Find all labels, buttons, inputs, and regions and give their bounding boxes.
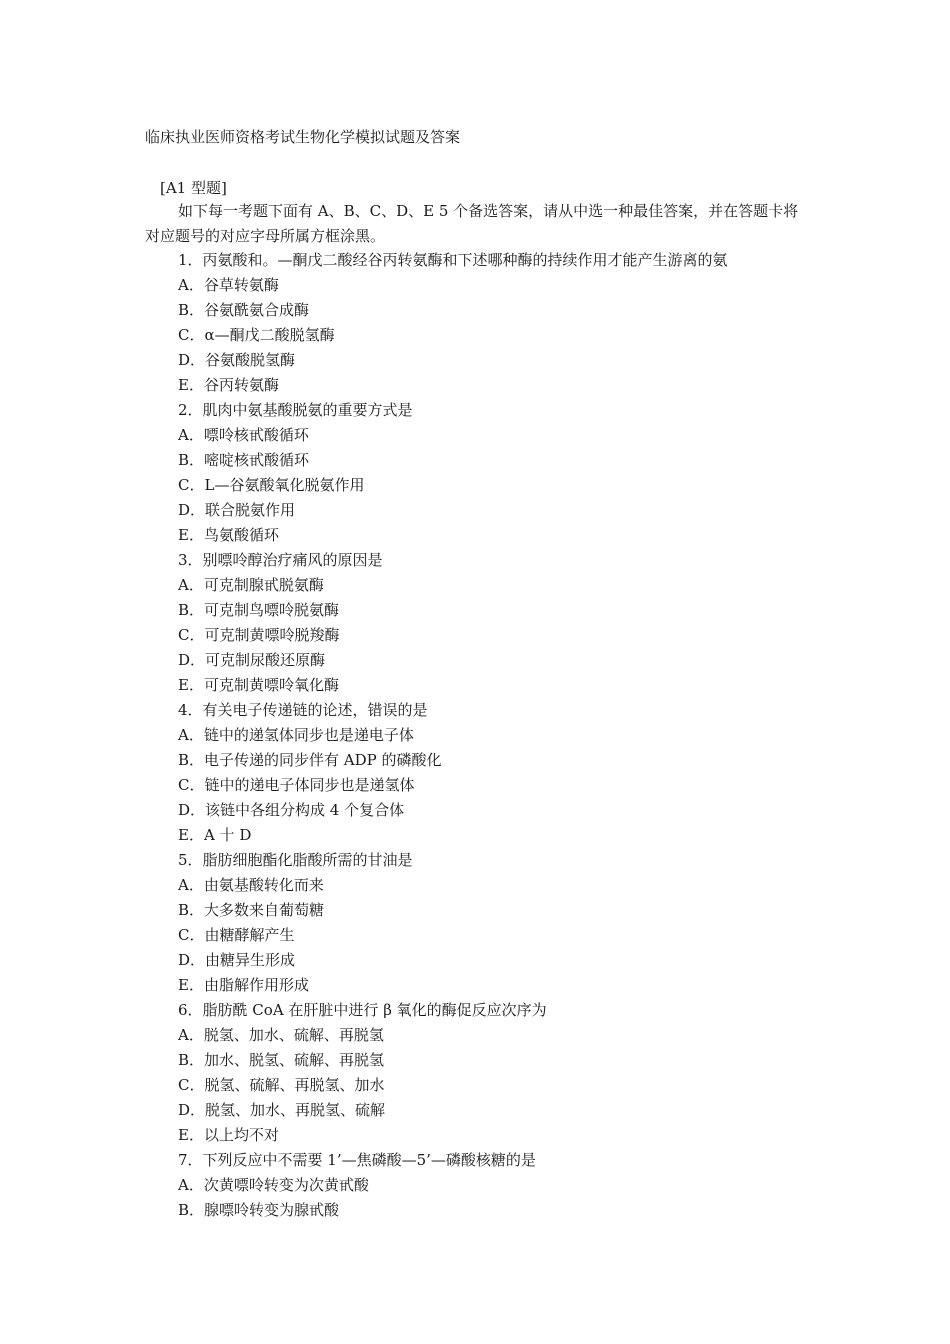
answer-option: D．联合脱氨作用 (178, 501, 296, 519)
question-stem: 7．下列反应中不需要 1’—焦磷酸—5’—磷酸核糖的是 (178, 1151, 536, 1169)
answer-option: C．可克制黄嘌呤脱羧酶 (178, 626, 340, 644)
answer-option: E．鸟氨酸循环 (178, 526, 279, 544)
answer-option: D．脱氢、加水、再脱氢、硫解 (178, 1101, 386, 1119)
answer-option: D．由糖异生形成 (178, 951, 296, 969)
answer-option: B．电子传递的同步伴有 ADP 的磷酸化 (178, 751, 442, 769)
answer-option: C．链中的递电子体同步也是递氢体 (178, 776, 415, 794)
document-title: 临床执业医师资格考试生物化学模拟试题及答案 (145, 128, 461, 146)
question-stem: 4．有关电子传递链的论述，错误的是 (178, 701, 428, 719)
answer-option: A．谷草转氨酶 (178, 276, 279, 294)
question-stem: 6．脂肪酰 CoA 在肝脏中进行 β 氧化的酶促反应次序为 (178, 1001, 547, 1019)
answer-option: B．嘧啶核甙酸循环 (178, 451, 310, 469)
answer-option: A．由氨基酸转化而来 (178, 876, 324, 894)
section-heading: [A1 型题] (160, 179, 227, 197)
answer-option: B．可克制鸟嘌呤脱氨酶 (178, 601, 340, 619)
answer-option: C．脱氢、硫解、再脱氢、加水 (178, 1076, 385, 1094)
answer-option: A．链中的递氢体同步也是递电子体 (178, 726, 414, 744)
answer-option: E．由脂解作用形成 (178, 976, 309, 994)
answer-option: C．α—酮戊二酸脱氢酶 (178, 326, 335, 344)
answer-option: D．谷氨酸脱氢酶 (178, 351, 296, 369)
answer-option: D．可克制尿酸还原酶 (178, 651, 326, 669)
answer-option: B．大多数来自葡萄糖 (178, 901, 325, 919)
answer-option: B．加水、脱氢、硫解、再脱氢 (178, 1051, 385, 1069)
question-list (178, 248, 728, 1223)
answer-option: E．谷丙转氨酶 (178, 376, 279, 394)
answer-option: C．由糖酵解产生 (178, 926, 295, 944)
question-stem: 2．肌肉中氨基酸脱氨的重要方式是 (178, 401, 413, 419)
answer-option: A．可克制腺甙脱氨酶 (178, 576, 324, 594)
answer-option: A．嘌呤核甙酸循环 (178, 426, 309, 444)
answer-option: A．次黄嘌呤转变为次黄甙酸 (178, 1176, 369, 1194)
answer-option: E．A 十 D (178, 826, 252, 844)
answer-option: E．可克制黄嘌呤氧化酶 (178, 676, 339, 694)
answer-option: E．以上均不对 (178, 1126, 279, 1144)
question-stem: 3．别嘌呤醇治疗痛风的原因是 (178, 551, 383, 569)
answer-option: D．该链中各组分构成 4 个复合体 (178, 801, 405, 819)
answer-option: C．L—谷氨酸氧化脱氨作用 (178, 476, 365, 494)
answer-option: B．谷氨酰氨合成酶 (178, 301, 310, 319)
instructions-paragraph: 如下每一考题下面有 A、B、C、D、E 5 个备选答案，请从中选一种最佳答案，并在答题卡将对应题号的对应字母所属方框涂黑。 (145, 202, 799, 245)
question-stem: 1．丙氨酸和。—酮戊二酸经谷丙转氨酶和下述哪种酶的持续作用才能产生游离的氨 (178, 251, 728, 269)
answer-option: B．腺嘌呤转变为腺甙酸 (178, 1201, 340, 1219)
question-stem: 5．脂肪细胞酯化脂酸所需的甘油是 (178, 851, 413, 869)
answer-option: A．脱氢、加水、硫解、再脱氢 (178, 1026, 384, 1044)
